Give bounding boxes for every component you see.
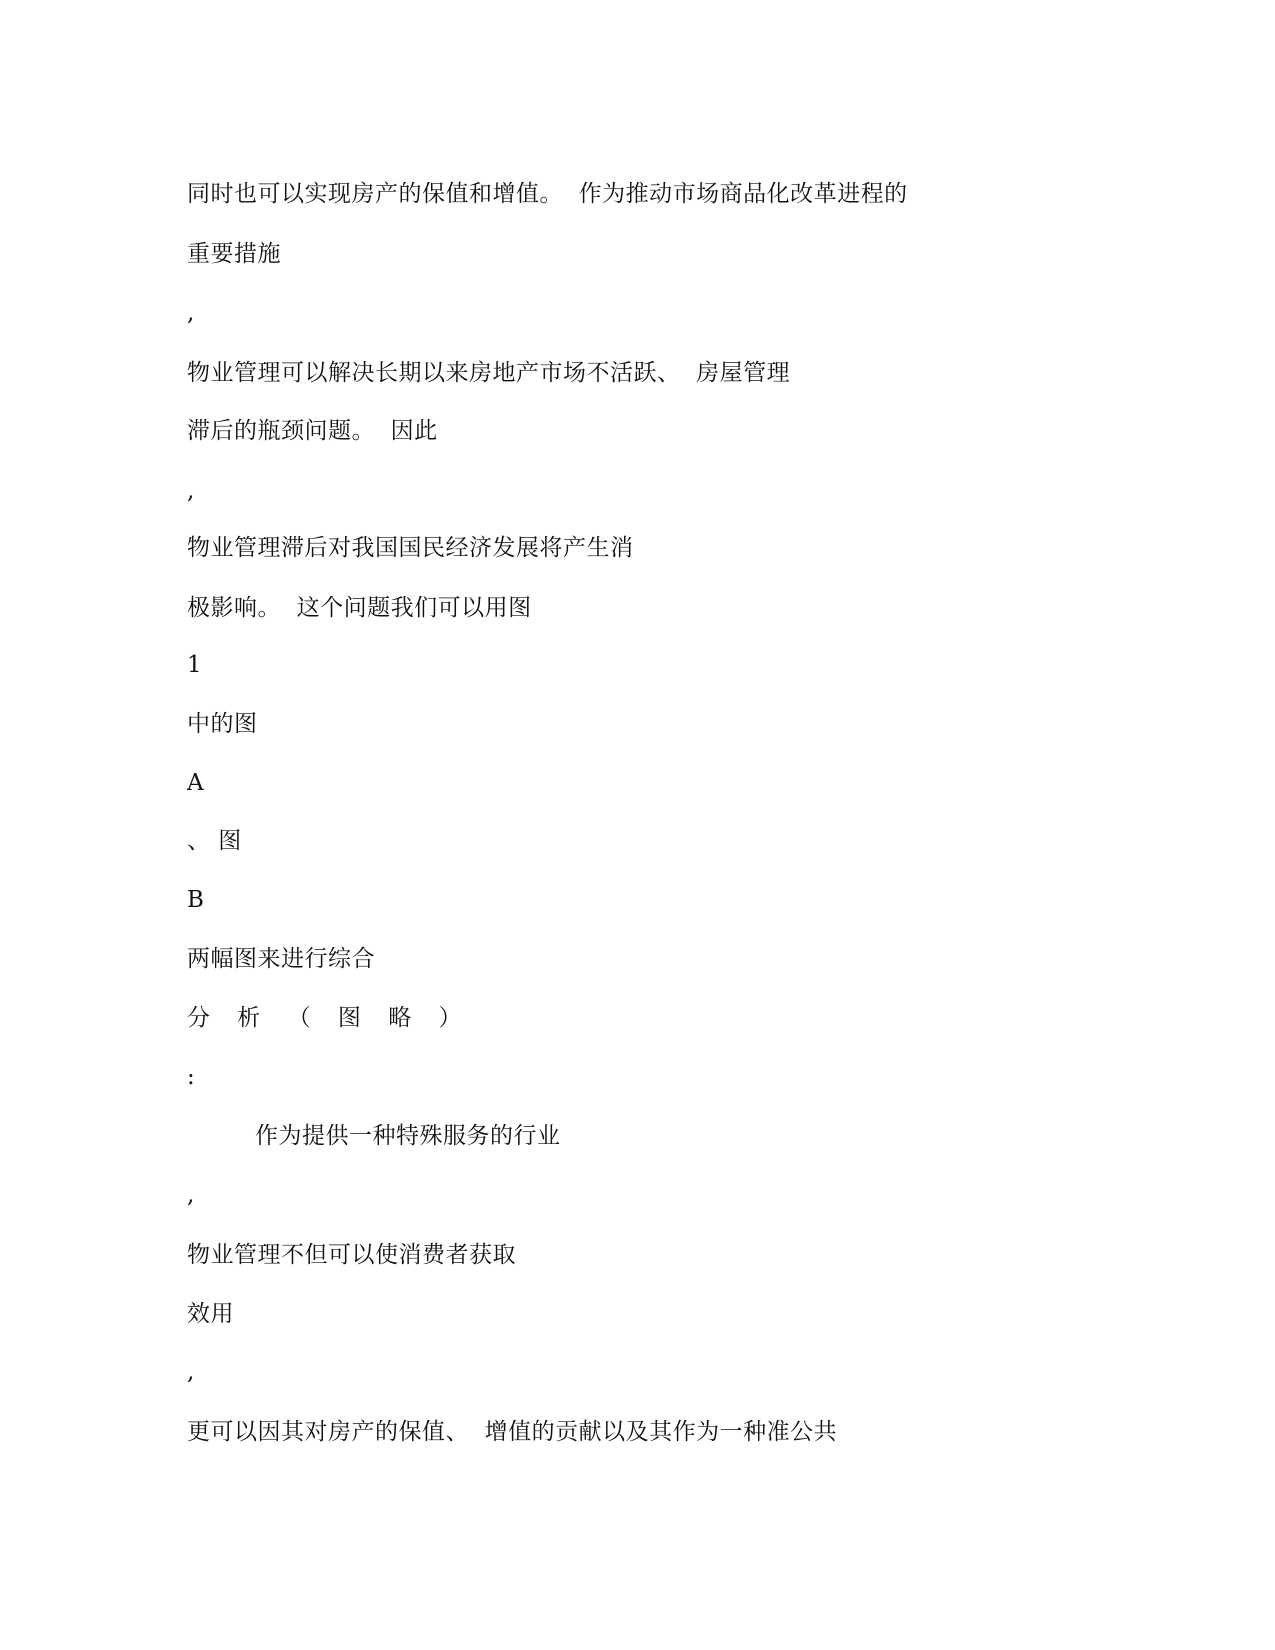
text-line: 物业管理滞后对我国国民经济发展将产生消 <box>187 535 634 561</box>
text-line: 滞后的瓶颈问题。 因此 <box>187 418 438 444</box>
text-line: 两幅图来进行综合 <box>187 946 375 972</box>
text-line: : <box>187 1064 196 1090</box>
text-line: , <box>187 478 195 504</box>
text-line: , <box>187 1359 195 1385</box>
text-line: 1 <box>187 652 203 678</box>
text-line: , <box>187 1182 195 1208</box>
text-line: , <box>187 300 195 326</box>
text-line: 极影响。 这个问题我们可以用图 <box>187 595 532 621</box>
text-line: 效用 <box>187 1301 234 1327</box>
text-line: 中的图 <box>187 711 258 737</box>
text-line: 、 图 <box>187 828 242 854</box>
text-line: 作为提供一种特殊服务的行业 <box>255 1123 561 1149</box>
text-line: 更可以因其对房产的保值、 增值的贡献以及其作为一种准公共 <box>187 1419 838 1445</box>
text-line: 物业管理可以解决长期以来房地产市场不活跃、 房屋管理 <box>187 360 791 386</box>
text-line: 物业管理不但可以使消费者获取 <box>187 1242 516 1268</box>
text-line: A <box>187 770 205 796</box>
text-line: 同时也可以实现房产的保值和增值。 作为推动市场商品化改革进程的 <box>187 181 908 207</box>
text-line: B <box>187 887 205 913</box>
text-line: 分 析 （ 图 略 ） <box>187 1005 472 1031</box>
text-line: 重要措施 <box>187 241 281 267</box>
